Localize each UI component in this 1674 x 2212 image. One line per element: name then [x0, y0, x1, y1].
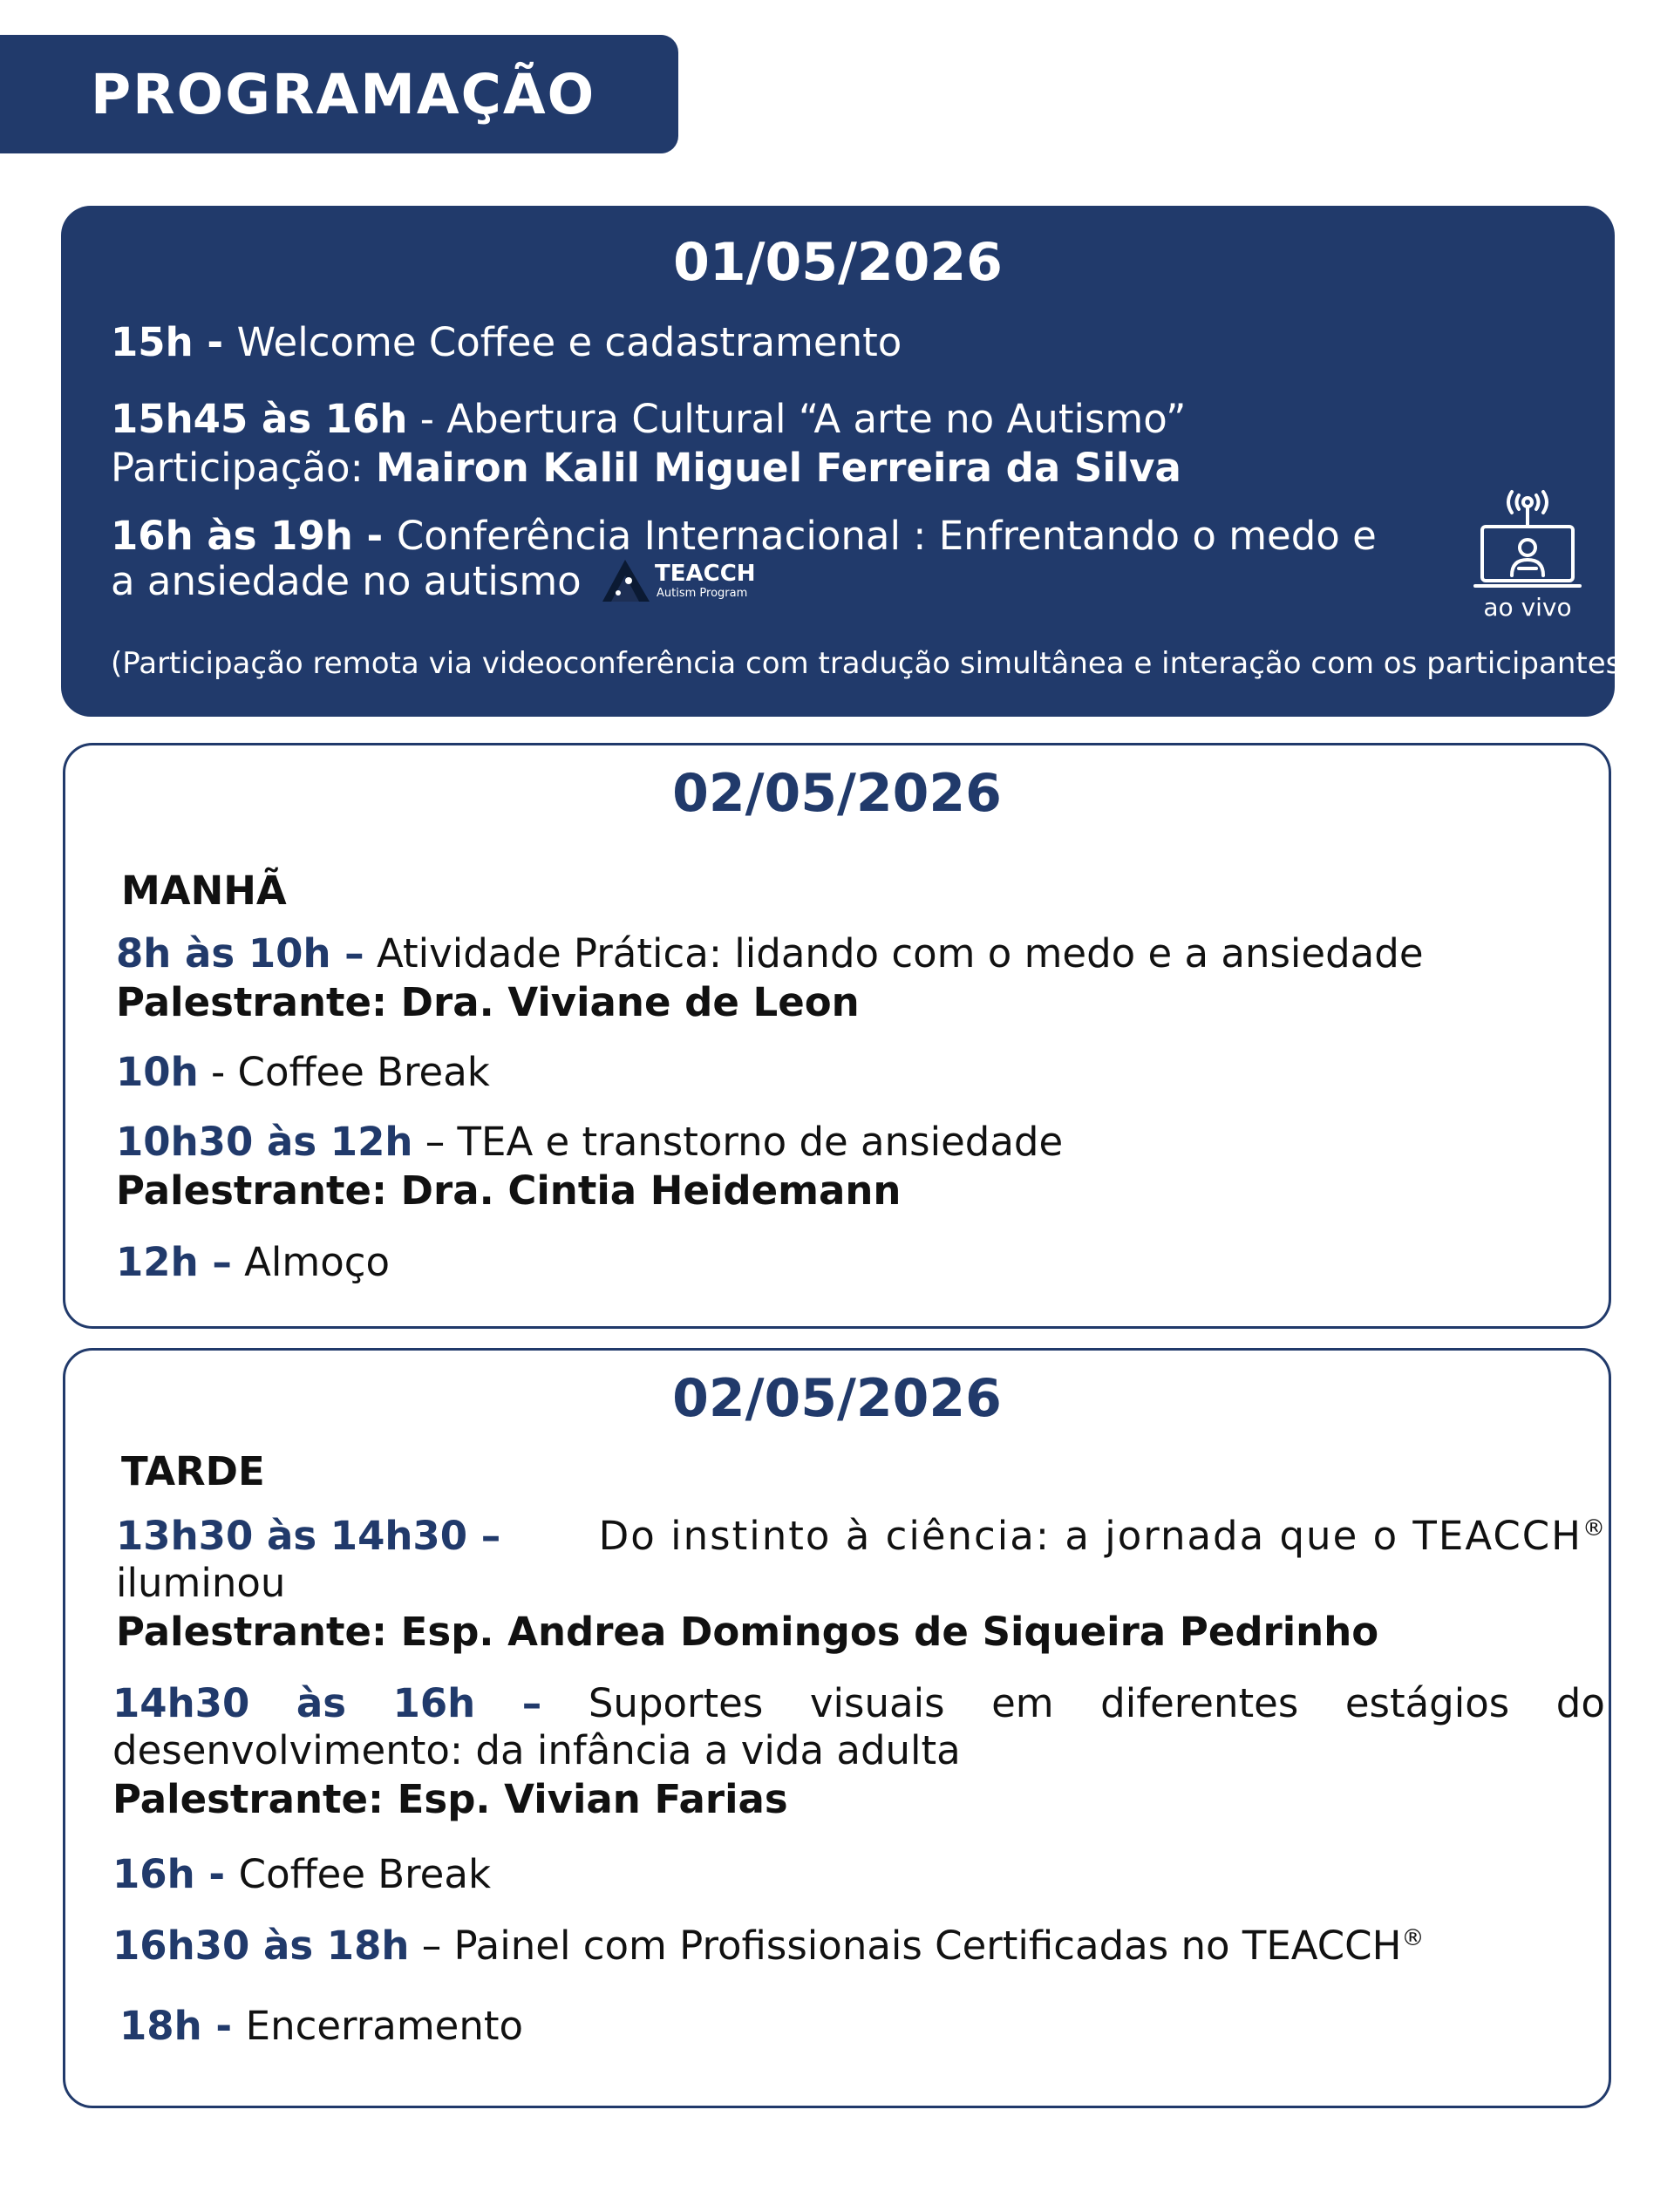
day1-note: (Participação remota via videoconferência com tradução simultânea e interação com os participantes)	[111, 646, 1633, 681]
item-word: do	[1555, 1680, 1605, 1726]
page-title: PROGRAMAÇÃO	[91, 63, 596, 126]
afternoon-item-1-speaker: Palestrante: Esp. Andrea Domingos de Siqueira Pedrinho	[116, 1609, 1379, 1655]
day2-afternoon-card	[63, 1348, 1611, 2108]
morning-item-4	[116, 1239, 390, 1285]
day1-section	[61, 206, 1633, 717]
item-text: Atividade Prática: lidando com o medo e a ansiedade	[364, 930, 1424, 977]
item-text: - Coffee Break	[198, 1049, 490, 1095]
afternoon-item-1	[116, 1513, 1607, 1559]
item-word: em	[991, 1680, 1054, 1726]
teacch-logo-sub: Autism Program	[657, 587, 748, 600]
morning-item-3	[116, 1119, 1063, 1165]
title-banner	[0, 35, 678, 153]
afternoon-item-5	[119, 2003, 523, 2049]
item-time: 10h	[116, 1049, 199, 1095]
day2-morning-date: 02/05/2026	[672, 763, 1002, 824]
day1-item-3	[111, 513, 1377, 559]
live-badge	[1466, 485, 1589, 622]
participant-name: Mairon Kalil Miguel Ferreira da Silva	[376, 445, 1181, 491]
day1-item-2	[111, 396, 1187, 442]
day1-item-2-participation	[111, 445, 1181, 491]
afternoon-item-3	[112, 1851, 491, 1897]
item-time-word: –	[521, 1680, 542, 1726]
item-text: Do instinto à ciência: a jornada que o TEACCH®	[598, 1513, 1607, 1559]
period-label-afternoon: TARDE	[121, 1448, 265, 1494]
morning-item-3-speaker: Palestrante: Dra. Cintia Heidemann	[116, 1167, 902, 1214]
item-text: - Abertura Cultural “A arte no Autismo”	[407, 396, 1187, 442]
item-text: Almoço	[231, 1239, 391, 1285]
day2-morning-card	[63, 743, 1611, 1329]
teacch-logo-text: TEACCH	[655, 561, 756, 587]
afternoon-item-4	[112, 1923, 1424, 1969]
item-time: 16h -	[112, 1851, 239, 1897]
item-text-cont: a ansiedade no autismo	[111, 558, 582, 604]
item-time: 16h às 19h -	[111, 513, 397, 559]
afternoon-item-2	[112, 1680, 1605, 1726]
participation-label: Participação:	[111, 445, 377, 491]
item-text: Conferência Internacional : Enfrentando o medo e	[396, 513, 1377, 559]
item-time: 18h -	[119, 2003, 246, 2049]
afternoon-item-2-cont: desenvolvimento: da infância a vida adulta	[112, 1727, 961, 1773]
registered-mark: ®	[1401, 1925, 1425, 1951]
morning-item-2	[116, 1049, 490, 1095]
item-time: 16h30 às 18h	[112, 1923, 410, 1969]
item-time: 10h30 às 12h	[116, 1119, 413, 1165]
item-word: Suportes	[588, 1680, 764, 1726]
item-time: 13h30 às 14h30 –	[116, 1513, 501, 1559]
day1-item-1	[111, 319, 902, 365]
teacch-logo	[599, 555, 765, 607]
item-word: estágios	[1344, 1680, 1510, 1726]
item-time-word: 16h	[392, 1680, 476, 1726]
item-time: 15h45 às 16h	[111, 396, 408, 442]
afternoon-item-1-cont: iluminou	[116, 1560, 286, 1606]
morning-item-1-speaker: Palestrante: Dra. Viviane de Leon	[116, 979, 860, 1025]
live-broadcast-icon	[1473, 485, 1582, 593]
day1-date: 01/05/2026	[673, 232, 1003, 293]
item-time: 15h -	[111, 319, 237, 365]
item-time: 12h –	[116, 1239, 232, 1285]
item-time-word: 14h30	[112, 1680, 250, 1726]
live-label: ao vivo	[1483, 593, 1572, 622]
item-time-word: às	[296, 1680, 346, 1726]
day1-item-3-cont	[111, 558, 765, 610]
item-time: 8h às 10h –	[116, 930, 364, 977]
period-label-morning: MANHÃ	[121, 868, 287, 914]
item-text: – TEA e transtorno de ansiedade	[412, 1119, 1064, 1165]
item-text: Encerramento	[245, 2003, 524, 2049]
registered-mark: ®	[1582, 1515, 1607, 1542]
item-text: – Painel com Profissionais Certificadas no TEACCH	[409, 1923, 1402, 1969]
item-word: diferentes	[1100, 1680, 1299, 1726]
item-text: Coffee Break	[238, 1851, 492, 1897]
morning-item-1	[116, 930, 1424, 977]
item-word: visuais	[809, 1680, 945, 1726]
day2-afternoon-date: 02/05/2026	[672, 1368, 1002, 1429]
item-text: Welcome Coffee e cadastramento	[236, 319, 902, 365]
afternoon-item-2-speaker: Palestrante: Esp. Vivian Farias	[112, 1776, 788, 1822]
